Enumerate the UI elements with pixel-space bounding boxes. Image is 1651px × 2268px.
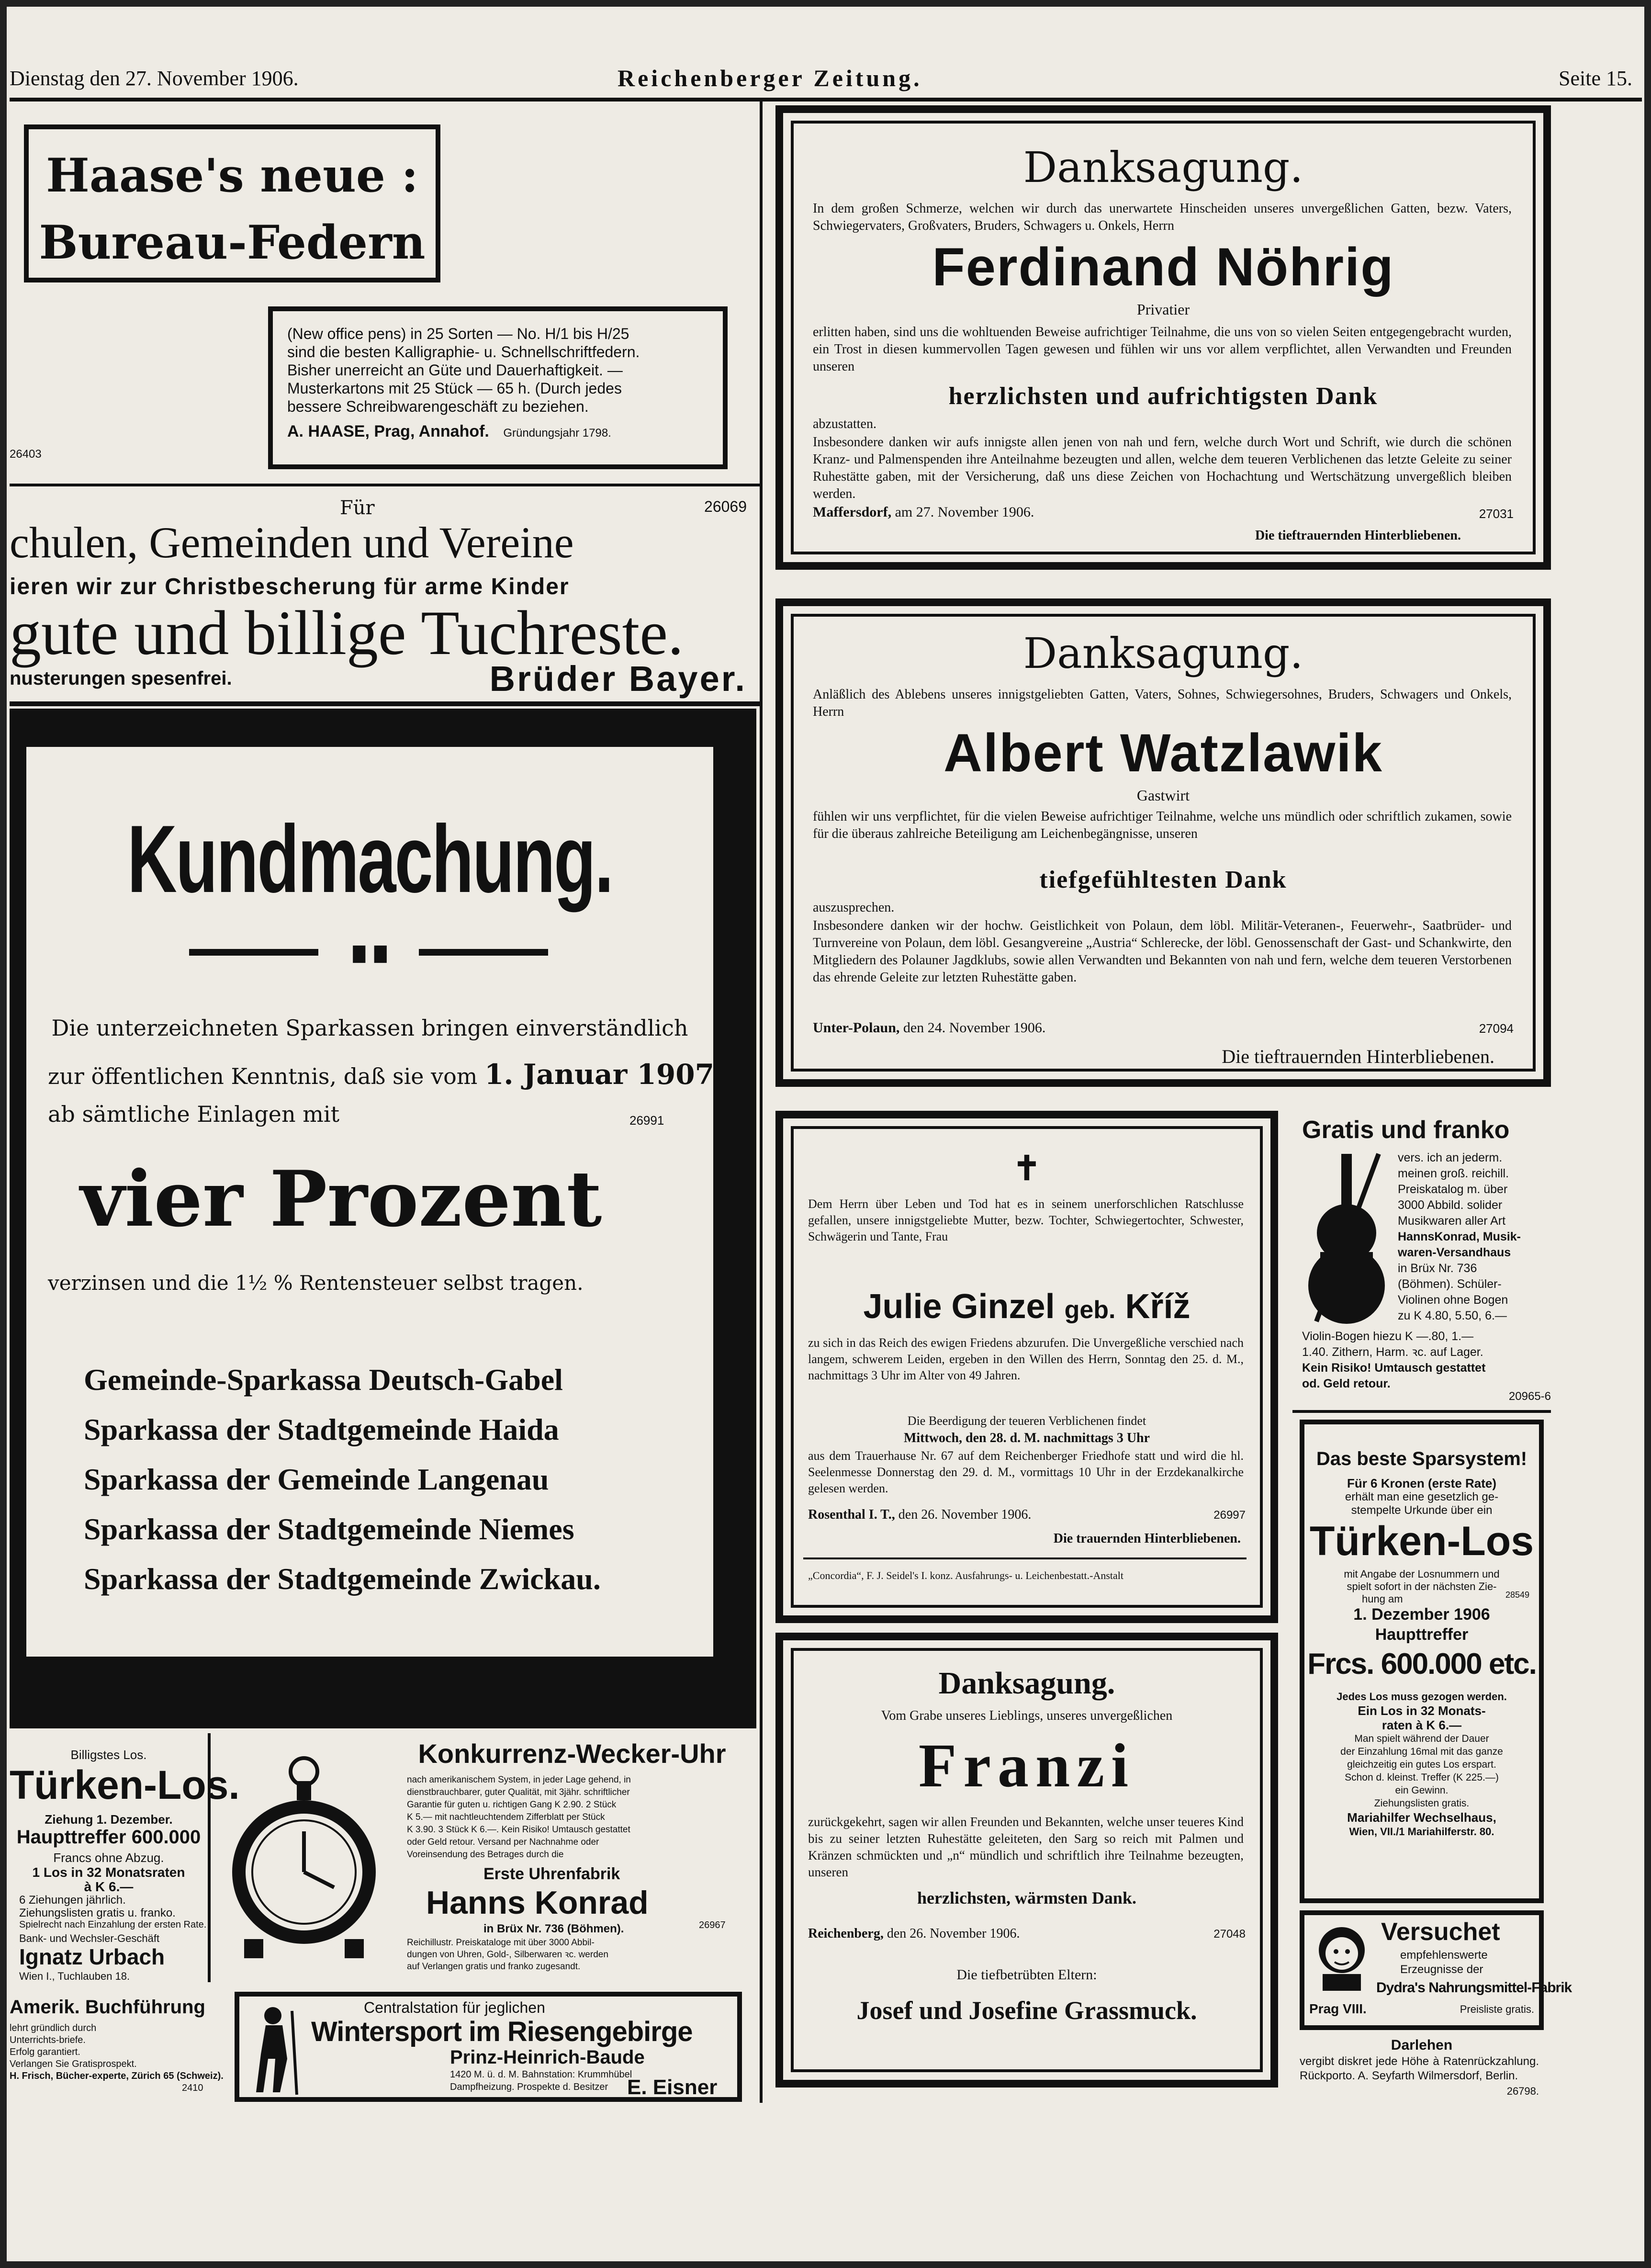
bayer-line-3: gute und billige Tuchreste. (10, 598, 684, 668)
tuerkenlos-tail-line: der Einzahlung 16mal mit das ganze (1340, 1746, 1503, 1757)
ginzel-notice (775, 1111, 1278, 1623)
cross-icon: ✝ (1012, 1148, 1041, 1188)
tuerkenlos-tail-line: Schon d. kleinst. Treffer (K 225.—) (1345, 1772, 1499, 1783)
franzi-place: Reichenberg, (808, 1926, 884, 1941)
kundmachung-inner (26, 747, 713, 1657)
tuerkenlos-ad (1300, 1420, 1544, 1903)
konrad-code: 26967 (699, 1920, 726, 1930)
kundmachung-intro-2-line (48, 1058, 714, 1091)
tuerkenlos-tail-line: ein Gewinn. (1395, 1785, 1449, 1796)
haase-line: sind die besten Kalligraphie- u. Schnellschriftfedern. (287, 343, 640, 361)
wintersport-owner: E. Eisner (627, 2076, 718, 2099)
haase-details-box (268, 306, 728, 469)
urbach-line: 6 Ziehungen jährlich. (19, 1894, 126, 1907)
urbach-line: Ziehung 1. Dezember. (45, 1812, 173, 1827)
ginzel-name: Julie Ginzel (863, 1287, 1055, 1326)
buchfuehrung-line: H. Frisch, Bücher-experte, Zürich 65 (Schweiz). (10, 2071, 224, 2081)
violin-tail-line: 1.40. Zithern, Harm. ꝛc. auf Lager. (1302, 1345, 1483, 1359)
noehrig-dateline (813, 504, 1034, 520)
noehrig-title: Danksagung. (1023, 143, 1303, 192)
konrad-line: Garantie für guten u. richtigen Gang K 2.90. 2 Stück (407, 1800, 617, 1810)
konrad-line: nach amerikanischem System, in jeder Lage gehend, in (407, 1775, 631, 1785)
urbach-line: 1 Los in 32 Monatsraten (32, 1865, 185, 1880)
haase-line: Bisher unerreicht an Güte und Dauerhaftigkeit. — (287, 361, 623, 379)
watzlawik-notice (775, 598, 1551, 1087)
bayer-code: 26069 (704, 498, 747, 515)
wintersport-baude: Prinz-Heinrich-Baude (450, 2047, 645, 2068)
rule (1292, 1410, 1551, 1413)
dydra-line: Erzeugnisse der (1400, 1963, 1483, 1976)
bayer-fuer: Für (340, 497, 375, 519)
watzlawik-title: Danksagung. (1023, 629, 1303, 678)
franzi-notice (775, 1633, 1278, 2087)
franzi-names: Josef und Josefine Grassmuck. (856, 1996, 1197, 2025)
urbach-prize: Haupttreffer 600.000 (16, 1827, 201, 1848)
haase-line: bessere Schreibwarengeschäft zu beziehen. (287, 398, 589, 415)
ginzel-code: 26997 (1213, 1509, 1246, 1522)
urbach-line: Spielrecht nach Einzahlung der ersten Rate. (19, 1919, 207, 1930)
violin-line: Preiskatalog m. über (1398, 1183, 1508, 1196)
sparkassa-list (84, 1355, 658, 1604)
watzlawik-inner-frame (791, 614, 1536, 1072)
ginzel-date: den 26. November 1906. (898, 1507, 1032, 1522)
kundmachung-tax: verzinsen und die 1½ % Rentensteuer selbst tragen. (48, 1271, 584, 1295)
buchfuehrung-code: 2410 (182, 2083, 203, 2093)
konrad-line: Voreinsendung des Betrages durch die (407, 1850, 564, 1860)
darlehen-title: Darlehen (1391, 2037, 1453, 2053)
konrad-name: Hanns Konrad (426, 1884, 649, 1921)
tuerkenlos-haupt: Haupttreffer (1375, 1625, 1469, 1644)
buchfuehrung-title: Amerik. Buchführung (10, 1997, 205, 2018)
violin-tail-line: Violin-Bogen hiezu K —.80, 1.— (1302, 1330, 1474, 1343)
rule (803, 1557, 1247, 1559)
violin-code: 20965-6 (1508, 1390, 1551, 1403)
violin-tail-line: od. Geld retour. (1302, 1377, 1391, 1390)
watzlawik-place: Unter-Polaun, (813, 1020, 900, 1036)
tuerkenlos-line: mit Angabe der Losnummern und (1344, 1568, 1500, 1580)
violin-line: Violinen ohne Bogen (1398, 1293, 1508, 1307)
haase-founded: Gründungsjahr 1798. (503, 427, 611, 440)
konrad-tail (407, 1937, 742, 1973)
watzlawik-thanks: tiefgefühltesten Dank (1039, 866, 1287, 893)
watzlawik-code: 27094 (1479, 1021, 1514, 1036)
konrad-line: dienstbrauchbarer, guter Qualität, mit 3jähr. schriftlicher (407, 1787, 630, 1797)
franzi-thanks: herzlichsten, wärmsten Dank. (917, 1888, 1136, 1907)
konrad-line: K 3.90. 3 Stück K 6.—. Kein Risiko! Umtausch gestattet (407, 1825, 630, 1835)
ginzel-geb: geb. (1064, 1296, 1116, 1324)
ginzel-name-line (794, 1287, 1260, 1326)
sparkassa-item: Sparkassa der Stadtgemeinde Niemes (84, 1512, 574, 1546)
violin-ad (1292, 1111, 1551, 1408)
kundmachung-intro-2: zur öffentlichen Kenntnis, daß sie vom (48, 1063, 478, 1089)
konrad-line: oder Geld retour. Versand per Nachnahme oder (407, 1837, 599, 1847)
haase-title-box (24, 124, 440, 282)
ginzel-inner-frame (791, 1126, 1263, 1608)
tuerkenlos-code: 28549 (1505, 1590, 1529, 1600)
haase-code: 26403 (10, 448, 42, 461)
noehrig-status: Privatier (1136, 301, 1190, 318)
bayer-ad (10, 488, 756, 699)
ginzel-sign: Die trauernden Hinterbliebenen. (1053, 1531, 1241, 1546)
violin-line: Musikwaren aller Art (1398, 1214, 1506, 1228)
violin-line: vers. ich an jederm. (1398, 1151, 1503, 1164)
urbach-line: à K 6.— (84, 1879, 134, 1894)
ginzel-body-2: aus dem Trauerhause Nr. 67 auf dem Reichenberger Friedhofe statt und wird die hl. Seelenmesse Donnerstag den 29. d. M., vormittags 10 Uhr in der Erzdekanalkirche gelesen werden. (808, 1449, 1244, 1495)
kundmachung-date: 1. Januar 1907 (484, 1058, 714, 1091)
konrad-factory: Erste Uhrenfabrik (483, 1865, 620, 1883)
franzi-code: 27048 (1213, 1928, 1246, 1941)
ginzel-maiden: Kříž (1125, 1287, 1191, 1326)
sparkassa-item: Gemeinde-Sparkassa Deutsch-Gabel (84, 1363, 563, 1397)
buchfuehrung-ad (10, 1987, 224, 2097)
violin-tail-line: Kein Risiko! Umtausch gestattet (1302, 1361, 1486, 1375)
haase-ad (10, 110, 756, 481)
urbach-line: Ziehungslisten gratis u. franko. (19, 1907, 176, 1919)
haase-title-2: Bureau-Federn (39, 215, 426, 270)
ornament-mark: ∎∎ (348, 932, 392, 970)
violin-line: (Böhmen). Schüler- (1398, 1277, 1502, 1291)
noehrig-date: am 27. November 1906. (895, 504, 1034, 520)
konrad-place: in Brüx Nr. 736 (Böhmen). (483, 1922, 624, 1935)
violin-line: in Brüx Nr. 736 (1398, 1262, 1477, 1275)
tuerkenlos-tail-line: raten à K 6.— (1381, 1718, 1462, 1732)
violin-line: 3000 Abbild. solider (1398, 1198, 1503, 1212)
konrad-title: Konkurrenz-Wecker-Uhr (418, 1738, 726, 1769)
wintersport-top: Centralstation für jeglichen (364, 1999, 545, 2016)
franzi-body: zurückgekehrt, sagen wir allen Freunden und Bekannten, welche unser teueres Kind bis zu seiner letzten Ruhestätte geleiteten, den Sarg so reich mit Palmen und Kränzen schmückten und „n“ mündlich und schriftlich ihre Teilnahme bezeugten, unseren (808, 1815, 1244, 1879)
ginzel-intro: Dem Herrn über Leben und Tod hat es in seinem unerforschlichen Ratschlusse gefallen, unsere innigstgeliebte Mutter, bezw. Tochter, Schwiegertochter, Schwester, Schwägerin und Tante, Frau (808, 1197, 1244, 1243)
violin-line: HannsKonrad, Musik- (1398, 1230, 1521, 1243)
tuerkenlos-tail-line: Jedes Los muss gezogen werden. (1337, 1691, 1507, 1703)
tuerkenlos-line: stempelte Urkunde über ein (1351, 1504, 1493, 1517)
sparkassa-item: Sparkassa der Stadtgemeinde Zwickau. (84, 1562, 601, 1596)
tuerkenlos-title: Türken-Los (1309, 1518, 1534, 1564)
dydra-place: Prag VIII. (1309, 2001, 1367, 2016)
tuerkenlos-tail-line: Man spielt während der Dauer (1354, 1733, 1489, 1744)
ginzel-printer: „Concordia“, F. J. Seidel's I. konz. Ausfahrungs- u. Leichenbestatt.-Anstalt (808, 1569, 1124, 1581)
buchfuehrung-line: Unterrichts-briefe. (10, 2035, 86, 2045)
buchfuehrung-line: Erfolg garantiert. (10, 2047, 80, 2057)
violin-text (1398, 1150, 1551, 1324)
dydra-title: Versuchet (1381, 1918, 1500, 1946)
header-date: Dienstag den 27. November 1906. (10, 67, 299, 90)
tuerkenlos-line: spielt sofort in der nächsten Zie- (1347, 1580, 1497, 1592)
franzi-title: Danksagung. (938, 1666, 1115, 1701)
dydra-firm: Dydra's Nahrungsmittel-Fabrik (1376, 1980, 1572, 1996)
violin-line: waren-Versandhaus (1398, 1246, 1511, 1259)
darlehen-code: 26798. (1506, 2085, 1539, 2097)
buchfuehrung-line: lehrt gründlich durch (10, 2023, 97, 2033)
violin-line: zu K 4.80, 5.50, 6.— (1398, 1309, 1507, 1322)
ginzel-when: Mittwoch, den 28. d. M. nachmittags 3 Uhr (903, 1431, 1150, 1445)
tuerkenlos-line: hung am (1362, 1593, 1403, 1605)
violin-line: meinen groß. reichill. (1398, 1167, 1509, 1180)
ginzel-dateline (808, 1507, 1031, 1523)
violin-title: Gratis und franko (1302, 1116, 1510, 1144)
watzlawik-status: Gastwirt (1136, 787, 1190, 804)
bayer-firm: Brüder Bayer. (489, 659, 747, 699)
watzlawik-sign: Die tieftrauernden Hinterbliebenen. (1222, 1046, 1494, 1067)
rule (10, 484, 760, 486)
watzlawik-body-2: Insbesondere danken wir der hochw. Geistlichkeit von Polaun, dem löbl. Militär-Veteranen-, Feuerwehr-, Saatbrüder- und Turnvereine von Polaun, dem löbl. Gesangvereine „Austria“ Schlerecke, der löbl. Genossenschaft der Gast- und Schankwirte, den Mitgliedern des Polauner Jagdklubs, sowie allen Verwandten und Bekannten von nah und fern, welche dem teueren Verstorbenen das ehrende Geleite zur letzten Ruhestätte gaben. (813, 918, 1512, 985)
header-rule (10, 98, 1642, 102)
dydra-price: Preisliste gratis. (1460, 2003, 1534, 2015)
haase-line: Musterkartons mit 25 Stück — 65 h. (Durch jedes (287, 380, 622, 397)
tuerkenlos-addr: Wien, VII./1 Mariahilferstr. 80. (1349, 1826, 1494, 1838)
wintersport-line: 1420 M. ü. d. M. Bahnstation: Krummhübel (450, 2069, 632, 2080)
page-header (10, 57, 1642, 101)
tuerkenlos-firm: Mariahilfer Wechselhaus, (1347, 1810, 1496, 1825)
darlehen-ad (1300, 2037, 1544, 2099)
franzi-dateline (808, 1926, 1020, 1941)
urbach-addr: Wien I., Tuchlauben 18. (19, 1970, 130, 1982)
konrad-body (407, 1774, 742, 1861)
alarm-clock-icon (225, 1752, 383, 1963)
konrad-line: K 5.— mit nachtleuchtendem Zifferblatt per Stück (407, 1812, 605, 1822)
page-number: Seite 15. (1559, 67, 1632, 90)
franzi-sign: Die tiefbetrübten Eltern: (956, 1967, 1097, 1983)
noehrig-intro: In dem großen Schmerze, welchen wir durch das unerwartete Hinscheiden unseres unvergeßlichen Gatten, bezw. Vaters, Schwiegervaters, Großvaters, Bruders, Schwagers u. Onkels, Herrn (813, 201, 1512, 233)
kundmachung-code: 26991 (629, 1113, 664, 1128)
skier-icon (244, 2001, 306, 2097)
dydra-line: empfehlenswerte (1400, 1949, 1488, 1962)
urbach-firm: Ignatz Urbach (19, 1944, 165, 1969)
tuerkenlos-top: Das beste Sparsystem! (1316, 1448, 1527, 1469)
konrad-tail-line: Reichillustr. Preiskataloge mit über 3000 Abbil- (407, 1938, 595, 1948)
tuerkenlos-tail-line: gleichzeitig ein gutes Los erspart. (1347, 1759, 1496, 1770)
urbach-line: Francs ohne Abzug. (53, 1851, 164, 1865)
newspaper-title: Reichenberger Zeitung. (618, 65, 922, 91)
wintersport-ad (235, 1992, 742, 2102)
noehrig-body-2: Insbesondere danken wir aufs innigste allen jenen von nah und fern, welche durch Wort und Schrift, wie durch die schönen Kranz- und Palmenspenden ihre Anteilnahme bezeugten und allen, welche dem teueren Verblichenen das letzte Geleite zu seiner Ruhestätte gaben, mit der Versicherung, daß uns diese Zeichen von Hochachtung und Wertschätzung unvergeßlich bleiben werden. (813, 435, 1512, 501)
noehrig-name: Ferdinand Nöhrig (932, 237, 1394, 297)
bayer-line-4: nusterungen spesenfrei. (10, 668, 232, 689)
ginzel-body: zu sich in das Reich des ewigen Friedens abzurufen. Die Unvergeßliche verschied nach langem, schwerem Leiden, ergeben in den Willen des Herrn, Sonntag den 25. d. M., nachmittags 3 Uhr im Alter von 49 Jahren. (808, 1336, 1244, 1382)
bayer-line-1: chulen, Gemeinden und Vereine (10, 518, 574, 567)
kundmachung-intro-1: Die unterzeichneten Sparkassen bringen einverständlich (51, 1015, 688, 1041)
urbach-title: Türken-Los. (10, 1762, 240, 1807)
tuerkenlos-tail (1314, 1690, 1529, 1839)
buchfuehrung-line: Verlangen Sie Gratisprospekt. (10, 2059, 137, 2069)
urbach-line: Bank- und Wechsler-Geschäft (19, 1932, 160, 1944)
wintersport-line: Dampfheizung. Prospekte d. Besitzer (450, 2082, 608, 2092)
dydra-ad (1300, 1910, 1572, 2030)
franzi-inner-frame (791, 1648, 1263, 2072)
wintersport-title: Wintersport im Riesengebirge (311, 2016, 693, 2047)
darlehen-body: vergibt diskret jede Höhe à Ratenrückzahlung. Rückporto. A. Seyfarth Wilmersdorf, Berlin. (1300, 2055, 1539, 2082)
tuerkenlos-date: 1. Dezember 1906 (1353, 1605, 1490, 1624)
kundmachung-title: Kundmachung. (127, 806, 613, 913)
urbach-ad (10, 1733, 240, 1982)
urbach-line: Billigstes Los. (70, 1748, 147, 1762)
sparkassa-item: Sparkassa der Gemeinde Langenau (84, 1462, 549, 1496)
konrad-tail-line: auf Verlangen gratis und franko zugesandt. (407, 1962, 581, 1972)
watzlawik-date: den 24. November 1906. (903, 1020, 1046, 1036)
noehrig-body: erlitten haben, sind uns die wohltuenden Beweise aufrichtiger Teilnahme, die uns von so vielen Seiten entgegengebracht wurden, ein Trost in diesen kummervollen Tagen gewesen und fühlen wir uns vor allem verpflichtet, allen Verwandten und Freunden unseren (813, 325, 1512, 374)
rule (10, 701, 760, 706)
sparkassa-item: Sparkassa der Stadtgemeinde Haida (84, 1412, 559, 1446)
franzi-name: Franzi (918, 1731, 1135, 1800)
column-divider (760, 102, 763, 2103)
konrad-tail-line: dungen von Uhren, Gold-, Silberwaren ꝛc. werden (407, 1950, 608, 1960)
noehrig-sign: Die tieftrauernden Hinterbliebenen. (1255, 528, 1461, 543)
noehrig-abzustatten: abzustatten. (813, 417, 876, 431)
watzlawik-dateline (813, 1020, 1045, 1036)
tuerkenlos-amount: Frcs. 600.000 etc. (1307, 1647, 1536, 1681)
tuerkenlos-line: Für 6 Kronen (erste Rate) (1347, 1476, 1497, 1490)
noehrig-thanks: herzlichsten und aufrichtigsten Dank (948, 383, 1378, 410)
noehrig-notice (775, 105, 1551, 570)
noehrig-code: 27031 (1479, 507, 1514, 521)
haase-title-1: Haase's neue : (46, 148, 418, 203)
noehrig-place: Maffersdorf, (813, 504, 892, 520)
franzi-intro: Vom Grabe unseres Lieblings, unseres unvergeßlichen (881, 1708, 1173, 1723)
tuerkenlos-line: erhält man eine gesetzlich ge- (1345, 1490, 1499, 1503)
watzlawik-intro: Anläßlich des Ablebens unseres innigstgeliebten Gatten, Vaters, Sohnes, Schwiegersohnes, Bruders, Schwagers und Onkels, Herrn (813, 687, 1512, 719)
ginzel-place: Rosenthal I. T., (808, 1507, 895, 1522)
haase-line: (New office pens) in 25 Sorten — No. H/1 bis H/25 (287, 325, 629, 342)
noehrig-inner-frame (791, 121, 1536, 554)
kundmachung-rate: vier Prozent (80, 1154, 602, 1244)
bayer-line-2: ieren wir zur Christbescherung für arme Kinder (10, 574, 570, 599)
watzlawik-body: fühlen wir uns verpflichtet, für die vielen Beweise aufrichtiger Teilnahme, welche uns mündlich oder schriftlich zukamen, sowie für die überaus zahlreiche Beteiligung am Leichenbegängnisse, unseren (813, 809, 1512, 841)
ginzel-burial: Die Beerdigung der teueren Verblichenen findet (907, 1414, 1146, 1428)
haase-firm: A. HAASE, Prag, Annahof. (287, 422, 489, 440)
violin-tail (1302, 1329, 1551, 1392)
tuerkenlos-tail-line: Ein Los in 32 Monats- (1358, 1704, 1486, 1718)
kundmachung-intro-3: ab sämtliche Einlagen mit (48, 1101, 340, 1127)
tuerkenlos-tail-line: Ziehungslisten gratis. (1374, 1798, 1470, 1809)
violin-icon (1302, 1149, 1393, 1331)
watzlawik-auszusprechen: auszusprechen. (813, 900, 895, 915)
watzlawik-name: Albert Watzlawik (943, 723, 1383, 783)
konrad-ad (215, 1733, 756, 1987)
franzi-date: den 26. November 1906. (887, 1926, 1020, 1941)
child-portrait-icon (1308, 1919, 1375, 1991)
